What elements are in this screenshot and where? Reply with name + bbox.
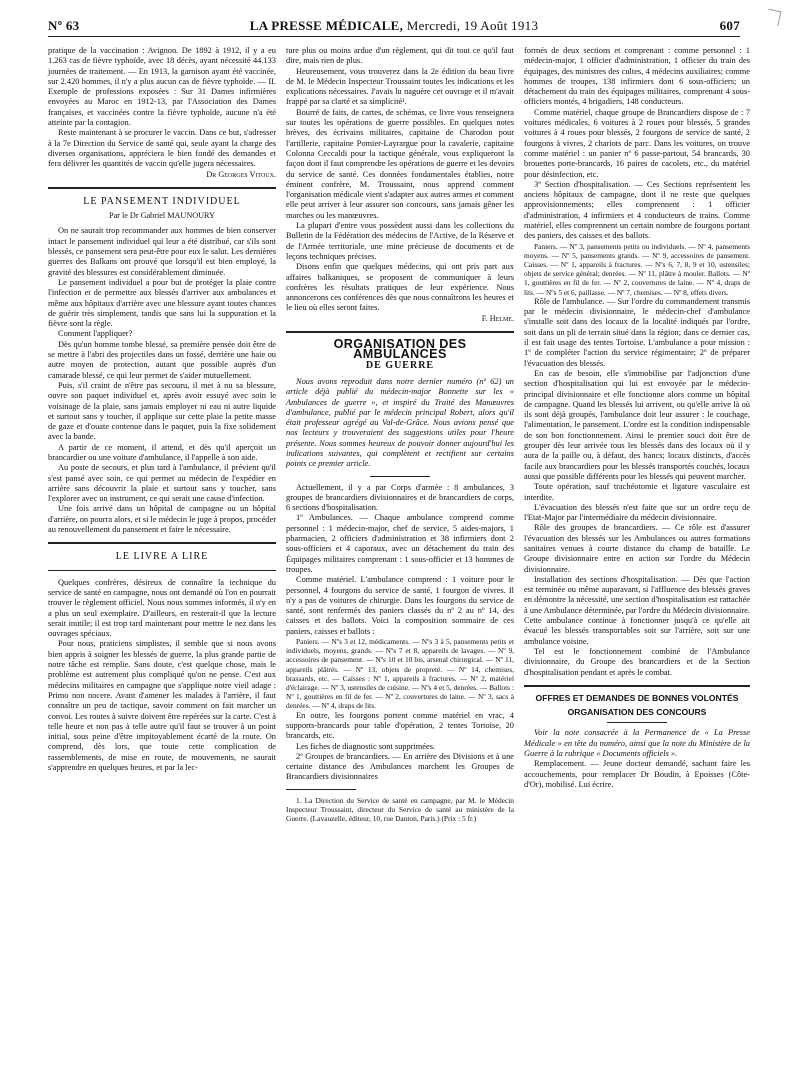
paragraph: 3º Section d'hospitalisation. — Ces Sections représentent les anciens hôpitaux de campagne, dont il ne reste que quelques approvisionnements; elles comprennent : 1 officier d'administration, 4 infirmiers et 4 conducteurs de trains. Comme matériel, elles comprennent un certain nombre de fourgons portant des paniers, des caisses et des ballots. xyxy=(524,179,750,241)
page-corner-mark xyxy=(766,9,782,26)
paragraph: L'évacuation des blessés n'est faite que sur un ordre reçu de l'Etat-Major par l'intermédiaire du médecin divisionnaire. xyxy=(524,502,750,523)
paragraph: Heureusement, vous trouverez dans la 2e édition du beau livre de M. le Médecin Inspecteur Troussaint toutes les indications et les explications nécessaires. J'avais lu naguère cet ouvrage et il m'avait frappé par sa clarté et sa simplicité¹. xyxy=(286,66,514,107)
column-3 xyxy=(524,46,750,790)
short-divider xyxy=(370,476,430,477)
journal-name: LA PRESSE MÉDICALE, xyxy=(249,18,404,33)
small-print-list: Paniers. — Nº 3, pansements petits ou individuels. — Nº 4, pansements moyens. — Nº 5, pansements grands. — Nº 9, accessoires de pansement. Caisses. — Nº 1, appareils à fractures. — Nºs 6, 7, 8, 9 et 10, ustensiles; objets de service général; denrées. — Nº 11, plâtre à mouler. Ballots. — Nº 1, gouttières en fil de fer. — Nº 2, couvertures de laine. — Nº 4, draps de lits. — Nºs 5 et 6, paillasse. — Nº 7, chemises. — Nº 8, effets divers. xyxy=(524,241,750,297)
paragraph: Puis, s'il craint de n'être pas secouru, il met à nu sa blessure, ouvre son paquet individuel et, après avoir essuyé avec soin le voisinage de la plaie, sans jamais employer ni eau ni autre liquide et surtout sans y toucher, il applique sur cette plaie la petite masse de gaze et d'ouate contenue dans le paquet, puis la fixe solidement avec la bande. xyxy=(48,380,276,442)
signature: F. Helme. xyxy=(481,313,514,323)
section-divider xyxy=(286,331,514,333)
paragraph: Tel est le fonctionnement combiné de l'Ambulance divisionnaire, du Groupe des brancardiers et de la Section d'hospitalisation pendant et après le combat. xyxy=(524,646,750,677)
section-title: LE PANSEMENT INDIVIDUEL xyxy=(83,195,241,207)
paragraph: A partir de ce moment, il attend, et dès qu'il aperçoit un brancardier ou une voiture d'ambulance, il l'appelle à son aide. xyxy=(48,442,276,462)
paragraph: En cas de besoin, elle s'immobilise par l'adjonction d'une section d'hospitalisation qui lui est envoyée par le médecin-principal divisionnaire et elle fonctionne alors comme un hôpital de campagne. Quand les blessés lui arrivent, ou qu'elle arrive là où ils sont déjà groupés, l'ambulance doit leur assurer : le couchage, l'alimentation, le pansement. L'ordre est la condition indispensable de son bon fonctionnement. Ainsi le premier souci doit être de grouper dès leur arrivée tous les blessés dans des locaux où il y aura de la paille ou, à défaut, des bancs; locaux distincts, d'accès facile aux brancardiers pour les blessés transportés couchés, locaux aussi que possible différents pour les blessés qui peuvent marcher. xyxy=(524,368,750,481)
section-divider xyxy=(48,187,276,189)
paragraph: Quelques confrères, désireux de connaître la technique du service de santé en campagne, nous ont demandé où l'on en pourrait trouver le règlement officiel. Nous nous sommes informés, il n'y en a plus un seul exemplaire. D'ailleurs, en resterait-il que la lecture serait inutile; il est trop tard maintenant pour mettre le nez dans les ouvrages spéciaux. xyxy=(48,577,276,639)
section-divider xyxy=(524,685,750,687)
paragraph: En outre, les fourgons portent comme matériel en vrac, 4 supports-brancards pour table d'opération, 2 tentes Tortoise, 20 brancards, etc. xyxy=(286,710,514,741)
paragraph: Le pansement individuel a pour but de protéger la plaie contre l'infection et de permettre aux blessés d'arriver aux ambulances et même aux hôpitaux d'arrière avec une blessure ayant toutes chances de guérir très simplement, tandis que sans lui la suppuration et la fièvre sont la règle. xyxy=(48,277,276,329)
issue-number: Nº 63 xyxy=(48,18,80,33)
section-divider xyxy=(48,570,276,571)
section-title: OFFRES ET DEMANDES DE BONNES VOLONTÉS xyxy=(535,692,739,703)
signature: Dr Georges Vitoux. xyxy=(206,169,276,179)
journal-title xyxy=(48,18,740,34)
paragraph: formés de deux sections et comprenant : comme personnel : 1 médecin-major, 1 officier d'administration, 1 officier du train des équipages, des ministres des cultes, 4 médecins auxiliaires; comme hommes de troupes, 138 infirmiers dont 6 sous-officiers; un détachement du train des équipages militaires, comprenant 4 sous-officiers montés, 4 brigadiers, 148 conducteurs. xyxy=(524,46,750,107)
paragraph: Dès qu'un homme tombe blessé, sa première pensée doit être de se mettre à l'abri des projectiles dans un fossé, derrière une haie ou autre moyen de protection, autant que possible auprès d'un camarade blessé, ce qui leur permet de s'aider mutuellement. xyxy=(48,339,276,380)
page-number: 607 xyxy=(719,18,740,33)
paragraph: Comment l'appliquer? xyxy=(58,329,133,339)
intro-paragraph: Nous avons reproduit dans notre dernier numéro (nº 62) un article déjà publié du médecin-major Bonnette sur les « Ambulances de guerre », et inspiré du Traité des Manœuvres d'ambulance, publié par le médecin principal Robert, alors qu'il était professeur agrégé au Val-de-Grâce. Nous avions pensé que nos lecteurs y trouveraient des suggestions utiles pour l'heure présente. Nous sommes heureux de pouvoir donner aujourd'hui les indications suivantes, qui complètent et rectifient sur certains points ce premier article. xyxy=(286,376,514,469)
column-1 xyxy=(48,46,276,773)
page-header xyxy=(48,16,740,37)
paragraph: 1º Ambulances. — Chaque ambulance comprend comme personnel : 1 médecin-major, chef de service, 5 aides-majors, 1 pharmacien, 2 officiers d'administration et 38 infirmiers dont 2 sous-officiers et 4 caporaux, avec un détachement du train des Équipages militaires comprenant : 1 sous-officier et 13 hommes de troupes. xyxy=(286,513,514,574)
paragraph: Bourré de faits, de cartes, de schémas, ce livre vous renseignera sur toutes les opérations de guerre possibles. En quelques notes brèves, des écrivains militaires, capitaine de Charodon pour l'artillerie, capitaine Pomier-Layrargue pour la cavalerie, capitaine Colonna Ceccaldi pour la tactique générale, vous expliqueront la façon dont il faut comprendre les opérations de guerre et les devoirs du service de santé. Ces données fondamentales établies, notre éminent confrère, M. Troussaint, nous apprend comment l'organisation médicale vient s'adapter aux autres armes et comment elle peut arriver à leur assurer son concours, sans jamais gêner les marches ou les manœuvres. xyxy=(286,107,514,220)
article-title: ORGANISATION DES AMBULANCES xyxy=(333,337,467,362)
paragraph: Les fiches de diagnostic sont supprimées. xyxy=(296,741,436,751)
footnote-divider xyxy=(286,789,356,790)
paragraph: Comme matériel, chaque groupe de Brancardiers dispose de : 7 voitures médicales, 6 voitures à 2 roues pour blessés, 5 grandes voitures à 4 roues pour blessés, 2 fourgons de service de santé, 2 fourgons à vivres, 2 chariots de parc. Dans les voitures, on trouve comme matériel : un panier nº 6 passe-partout, 54 brancards, 30 brouettes porte-brancards, 16 paires de cacolets, etc., du matériel pour désinfection, etc. xyxy=(524,107,750,179)
paragraph: Comme matériel. L'ambulance comprend : 1 voiture pour le personnel, 4 fourgons du service de santé, 1 fourgon de vivres. Il n'y a pas de voitures de chirurgie. Dans les fourgons du service de santé, sont renfermés des paniers classés du nº 2 au nº 14, des caisses et des ballots. Voici la composition sommaire de ces paniers, caisses et ballots : xyxy=(286,575,514,636)
paragraph: 2º Groupes de brancardiers. — En arrière des Divisions et à une certaine distance des Ambulances marchent les Groupes de Brancardiers divisionnaires xyxy=(286,751,514,782)
paragraph: Rôle des groupes de brancardiers. — Ce rôle est d'assurer l'évacuation des blessés sur les Ambulances ou autres formations sanitaires venues à courte distance du champ de bataille. Le Groupe divisionnaire entre en action sur l'ordre du Médecin divisionnaire. xyxy=(524,523,750,574)
paragraph: Voir la note consacrée à la Permanence de « La Presse Médicale » en tête du numéro, ainsi que la note du Ministère de la Guerre à la rubrique « Documents officiels ». xyxy=(524,728,750,759)
paragraph: Une fois arrivé dans un hôpital de campagne ou un hôpital d'arrière, on pourra alors, et si le médecin le juge à propos, procéder au renouvellement du pansement et faire le nécessaire. xyxy=(48,504,276,535)
short-divider xyxy=(607,722,667,723)
small-print-list: Paniers. — Nºs 3 et 12, médicaments. — Nºs 3 à 5, pansements petits et individuels, moyens, grands. — Nºs 7 et 8, appareils de lavages. — Nº 9, accessoires de pansement. — Nºs 10 et 10 bis, arsenal chirurgical. — Nº 11, appareils plâtrés. — Nº 13, objets de propreté. — Nº 14, chemises, brassards, etc. — Caisses : Nº 1, appareils à fractures. — Nº 2, matériel d'éclairage. — Nº 3, ustensiles de cuisine. — Nºs 4 et 5, denrées. — Ballots : Nº 1, gouttières en fil de fer. — Nº 2, couvertures de laine. — Nº 3, sacs à denrées. — Nº 4, draps de lits. xyxy=(286,637,514,711)
paragraph: La plupart d'entre vous possèdent aussi dans les collections du Bulletin de la Fédération des médecins de l'Active, de la Réserve et de l'Armée territoriale, une mine précieuse de documents et de leçons techniques précises. xyxy=(286,221,514,261)
paragraph: On ne saurait trop recommander aux hommes de bien conserver intact le pansement individuel qui leur a été distribué, car s'ils sont blessés, ce pansement sera peut-être pour eux le salut. Les dernières guerres des Balkans ont prouvé que lorsqu'il est bien employé, la gravité des blessures est considérablement diminuée. xyxy=(48,226,276,277)
section-divider xyxy=(48,542,276,544)
paragraph: Installation des sections d'hospitalisation. — Dès que l'action est terminée ou même auparavant, si l'affluence des blessés graves en démontre la nécessité, une section d'hospitalisation est rattachée à une Ambulance déterminée, par l'ordre du Médecin divisionnaire. Cette ambulance continue à fonctionner jusqu'à ce qu'elle ait évacué les blessés transportables soit sur l'arrière, soit sur une ambulance voisine. xyxy=(524,574,750,646)
section-title: LE LIVRE A LIRE xyxy=(115,551,209,563)
paragraph: Remplacement. — Jeune docteur demandé, sachant faire les accouchements, pour remplacer Dr Boudin, à Epoisses (Côte-d'Or), mobilisé. Lui écrire. xyxy=(524,759,750,789)
paragraph: Pour nous, praticiens simplistes, il semble que si nous avons bien appris à soigner les blessés de guerre, la plus grande partie de notre tâche est remplie. Sans doute, c'est quelque chose, mais le problème est autrement plus compliqué qu'on ne pense. C'est aux médecins militaires en campagne que s'applique notre vieil adage : Primo non nocere. Avant d'amener les malades à l'arrière, il faut connaître un peu de tactique, savoir comment on fait marcher un convoi. Les routes à suivre doivent être repérées sur la carte. C'est à telle heure et non pas à telle autre qu'il faut se trouver à un point initial, sous peine d'être impitoyablement écarté de la route. On comprend, dès lors, que toute cette complication de rassemblements, de mise en route, de mouvements, ne saurait s'apprendre en quelques heures, et par la lec- xyxy=(48,639,276,772)
paragraph: Reste maintenant à se procurer le vaccin. Dans ce but, s'adresser à la 7e Direction du Service de santé qui, seule ayant la charge des diverses organisations, appréciera le bien fondé des demandes et fera délivrer les quantités de vaccin qu'elle jugera nécessaires. xyxy=(48,128,276,169)
paragraph: ture plus ou moins ardue d'un règlement, qui dit tout ce qu'il faut dire, mais rien de plus. xyxy=(286,46,514,66)
article-subtitle: DE GUERRE xyxy=(365,359,435,371)
section-byline: Par le Dr Gabriel MAUNOURY xyxy=(109,211,215,221)
paragraph: Au poste de secours, et plus tard à l'ambulance, il prévient qu'il s'est pansé avec soin, ce qui permet au médecin de l'expédier en arrière sans découvrir la plaie et surtout sans y toucher, sans l'explorer avec un instrument, ce qui serait une cause d'infection. xyxy=(48,463,276,504)
column-2 xyxy=(286,46,514,823)
issue-date: Mercredi, 19 Août 1913 xyxy=(406,18,539,33)
paragraph: Rôle de l'ambulance. — Sur l'ordre du commandement transmis par le médecin divisionnaire, le médecin-chef d'ambulance s'installe soit dans des locaux de la localité indiqués par l'ordre, soit dans un pli de terrain situé dans la région; dans ce dernier cas, il est fait usage des tentes Tortoise. L'ambulance a pour mission : 1º de compléter l'action du service régimentaire; 2º de préparer l'évacuation des blessés. xyxy=(524,296,750,368)
paragraph: Disons enfin que quelques médecins, qui ont pris part aux affaires balkaniques, se proposent de communiquer à leurs confrères les résultats pratiques de leur expérience. Nous annoncerons ces conférences dès que nous connaîtrons les heures et le lieu où elles seront faites. xyxy=(286,262,514,313)
section-subtitle: ORGANISATION DES CONCOURS xyxy=(567,707,707,718)
footnote: 1. La Direction du Service de santé en campagne, par M. le Médecin Inspecteur Troussaint, directeur du Service de santé au ministère de la Guerre. (Lavauzelle, éditeur, 10, rue Danton, Paris.) (Prix : 5 fr.) xyxy=(286,795,514,824)
paragraph: Actuellement, il y a par Corps d'armée : 8 ambulances, 3 groupes de brancardiers divisionnaires et de brancardiers de corps, 6 sections d'hospitalisation. xyxy=(286,482,514,513)
paragraph: Toute opération, sauf trachéotomie et ligature vasculaire est interdite. xyxy=(524,482,750,502)
paragraph: pratique de la vaccination : Avignon. De 1892 à 1912, il y a eu 1.263 cas de fièvre typhoïde, avec 18 décès, ayant nécessité 44.133 journées de traitement. — En 1913, la garnison ayant été vaccinée, sur 2.420 hommes, il n'y a plus aucun cas de fièvre typhoïde. — II. Exemple de professions exposées : Sur 31 Dames infirmières envoyées au Maroc en 1912-13, par l'Association des Dames françaises, et vaccinées contre la fièvre typhoïde, aucune n'a été atteinte par la contagion. xyxy=(48,46,276,128)
